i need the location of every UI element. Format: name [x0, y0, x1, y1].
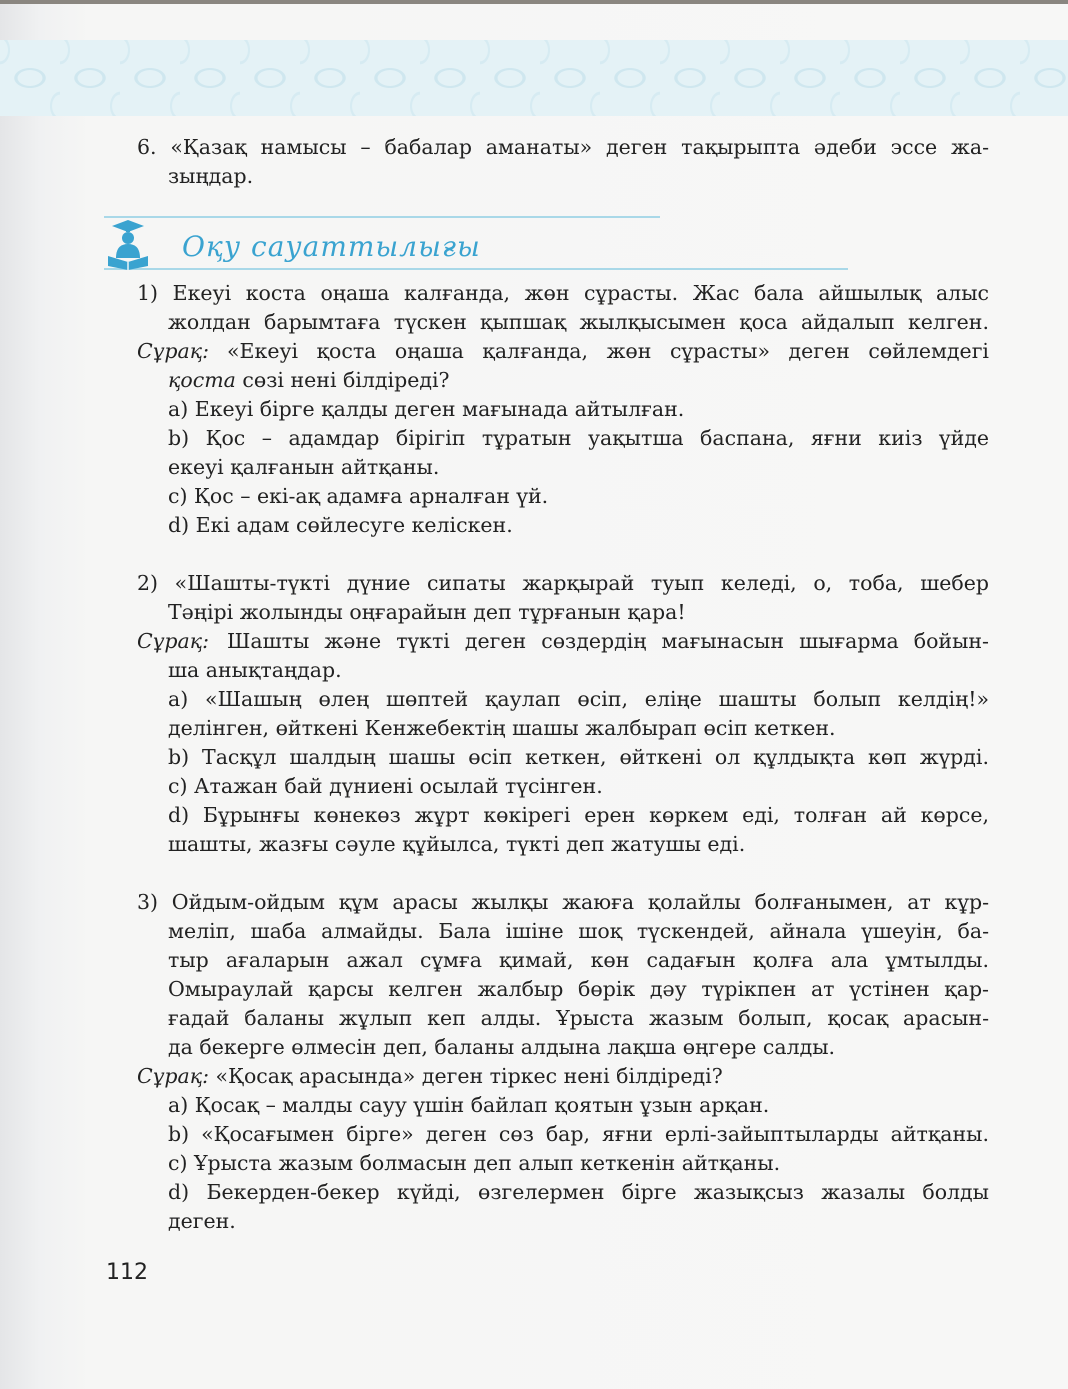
top-edge — [0, 0, 1068, 4]
q3-text2: меліп, шаба алмайды. Бала ішіне шоқ түскендей, айнала үшеуін, ба- — [168, 919, 989, 943]
q2-question2: ша анықтаңдар. — [168, 658, 342, 682]
q3-text3: тыр ағаларын ажал сұмға қимай, көн садағын қолға ала ұмтылды. — [168, 948, 989, 972]
task6-line2: зыңдар. — [168, 164, 254, 188]
q3-question-label: Сұрақ: — [137, 1064, 210, 1088]
q1-option-d: d) Екі адам сөйлесуге келіскен. — [168, 513, 513, 537]
q1-text2: жолдан барымтаға түскен қыпшақ жылқысымен қоса айдалып келген. — [168, 310, 989, 334]
q3-option-c: с) Ұрыста жазым болмасын деп алып кеткенін айтқаны. — [168, 1151, 781, 1175]
task6-line1: 6. «Қазақ намысы – бабалар аманаты» деген тақырыпта әдеби эссе жа- — [137, 135, 989, 159]
q2-text1: 2) «Шашты-түкті дүние сипаты жарқырай туып келеді, о, тоба, шебер — [137, 571, 989, 595]
q3-option-a: а) Қосақ – малды сауу үшін байлап қоятын ұзын арқан. — [168, 1093, 770, 1117]
q3-option-d1: d) Бекерден-бекер күйді, өзгелермен бірге жазықсыз жазалы болды — [168, 1180, 989, 1204]
q2-option-a2: делінген, өйткені Кенжебектің шашы жалбырап өсіп кеткен. — [168, 716, 836, 740]
reading-student-icon — [104, 218, 152, 270]
ornament-band — [0, 40, 1068, 116]
q3-text4: Омыраулай қарсы келген жалбыр бөрік дәу түрікпен ат үстінен қар- — [168, 977, 989, 1001]
q1-option-b2: екеуі қалғанын айтқаны. — [168, 455, 440, 479]
q2-option-d2: шашты, жазғы сәуле құйылса, түкті деп жатушы еді. — [168, 832, 746, 856]
q3-text5: ғадай баланы жұлып кеп алды. Ұрыста жазым болып, қосақ арасын- — [168, 1006, 989, 1030]
q2-option-d1: d) Бұрынғы көнекөз жұрт көкірегі ерен көркем еді, толған ай көрсе, — [168, 803, 989, 827]
q2-option-b: b) Тасқұл шалдың шашы өсіп кеткен, өйткені ол құлдықта көп жүрді. — [168, 745, 989, 769]
q1-option-b1: b) Қос – адамдар бірігіп тұратын уақытша баспана, яғни киіз үйде — [168, 426, 989, 450]
q1-question2: қоста сөзі нені білдіреді? — [168, 368, 450, 392]
q2-question1: Сұрақ: Шашты және түкті деген сөздердің мағынасын шығарма бойын- — [137, 629, 989, 653]
q3-option-b: b) «Қосағымен бірге» деген сөз бар, яғни ерлі-зайыптыларды айтқаны. — [168, 1122, 989, 1146]
q2-text2: Тәңірі жолынды оңғарайын деп тұрғанын қара! — [168, 600, 686, 624]
q1-question1: Сұрақ: «Екеуі қоста оңаша қалғанда, жөн сұрасты» деген сөйлемдегі — [137, 339, 989, 363]
q3-text1: 3) Ойдым-ойдым құм арасы жылқы жаюға қолайлы болғанымен, ат кұр- — [137, 890, 989, 914]
q3-question: Сұрақ: «Қосақ арасында» деген тіркес нені білдіреді? — [137, 1064, 723, 1088]
heading-rule-top — [104, 216, 660, 218]
q1-option-c: с) Қос – екі-ақ адамға арналған үй. — [168, 484, 549, 508]
section-title: Оқу сауаттылығы — [182, 230, 481, 263]
q1-text1: 1) Екеуі коста оңаша калғанда, жөн сұрасты. Жас бала айшылық алыс — [137, 281, 989, 305]
q1-option-a: а) Екеуі бірге қалды деген мағынада айтылған. — [168, 397, 685, 421]
q3-option-d2: деген. — [168, 1209, 236, 1233]
page-number: 112 — [106, 1260, 148, 1285]
q2-option-c: с) Атажан бай дүниені осылай түсінген. — [168, 774, 603, 798]
q3-text6: да бекерге өлмесін деп, баланы алдына лақша өңгере салды. — [168, 1035, 836, 1059]
q1-question-label: Сұрақ: — [137, 339, 210, 363]
q2-option-a1: а) «Шашың өлең шөптей қаулап өсіп, еліңе шашты болып келдің!» — [168, 687, 989, 711]
q2-question-label: Сұрақ: — [137, 629, 210, 653]
heading-rule-bottom — [104, 268, 848, 270]
